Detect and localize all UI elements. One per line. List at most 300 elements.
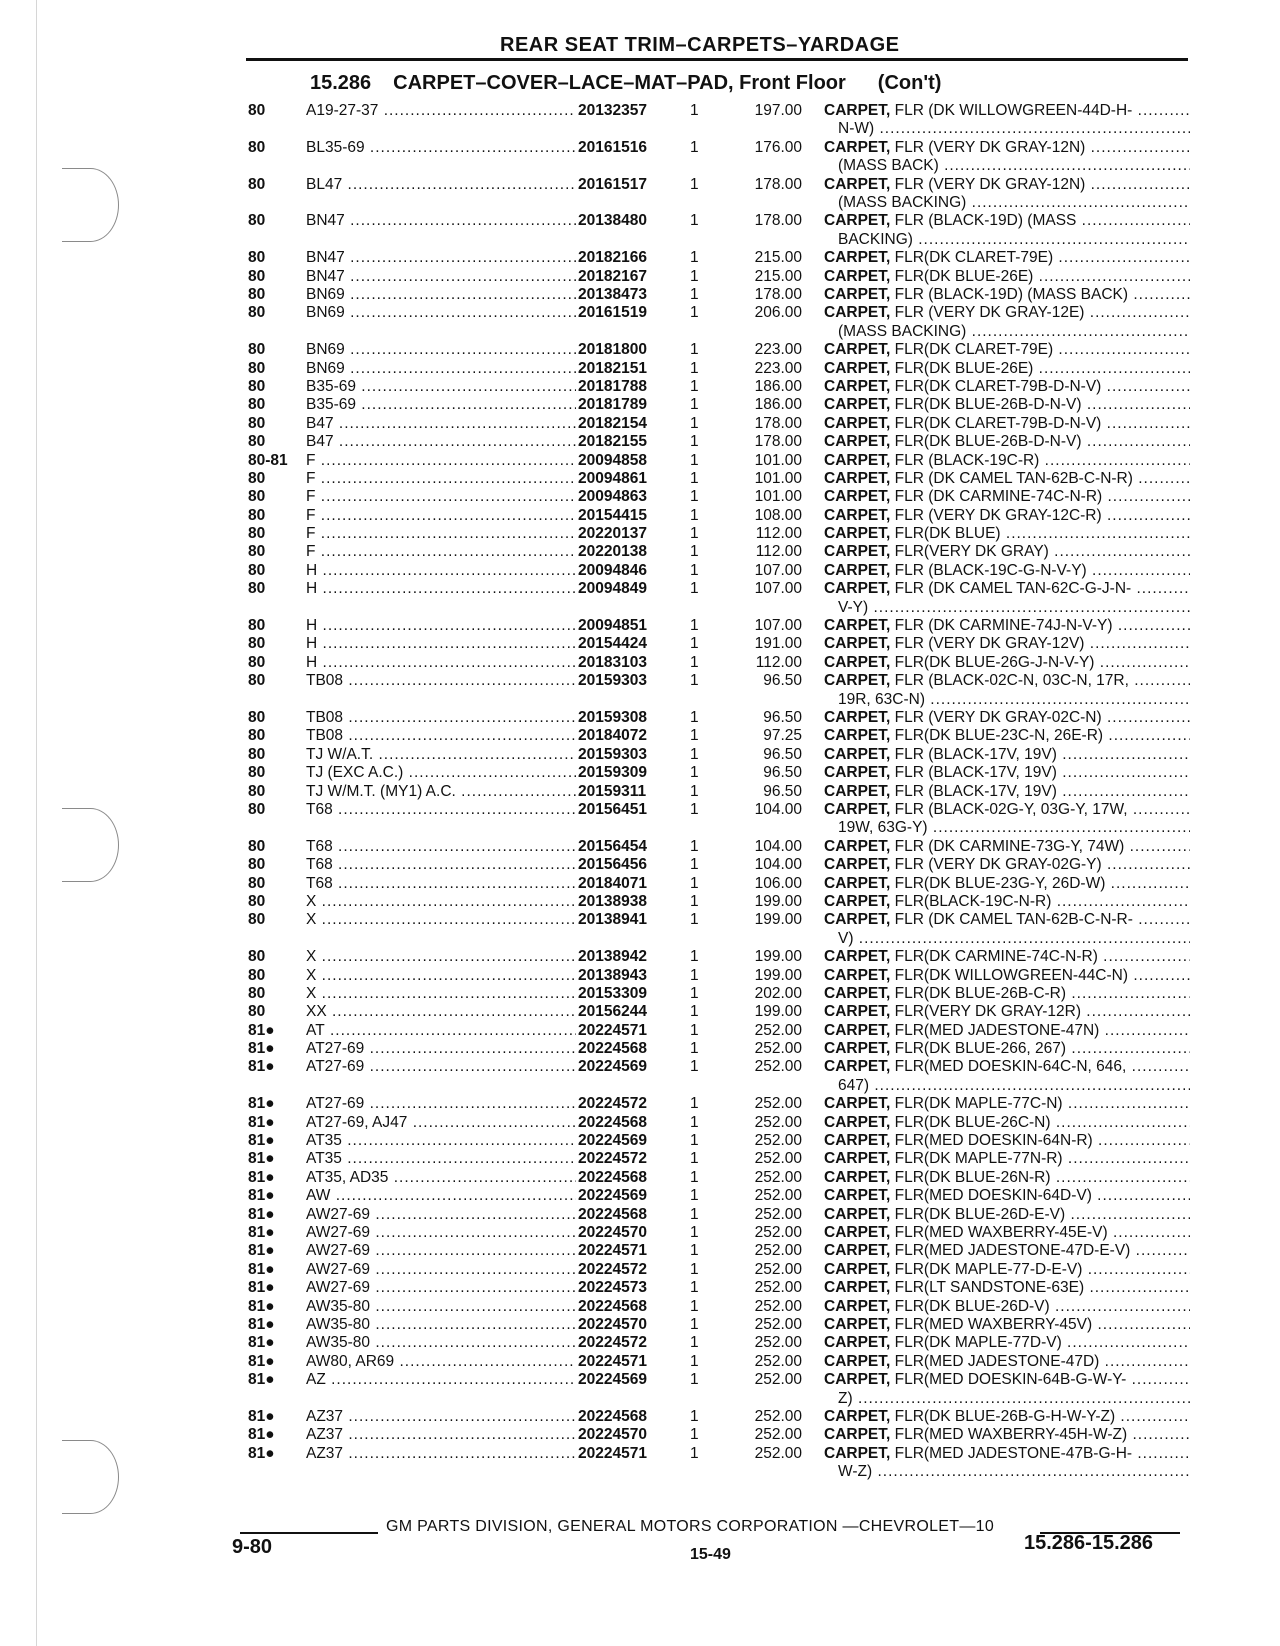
year-cell: 81● bbox=[248, 1334, 275, 1352]
description-cell bbox=[824, 856, 1190, 874]
quantity-cell: 1 bbox=[690, 727, 699, 745]
quantity-cell: 1 bbox=[690, 1040, 699, 1058]
description-line bbox=[824, 783, 1190, 801]
part-number-cell: 20224568 bbox=[578, 1040, 647, 1058]
description-prefix: CARPET, bbox=[824, 745, 891, 763]
table-row bbox=[248, 1003, 1190, 1021]
description-cell bbox=[824, 1022, 1190, 1040]
punch-hole bbox=[62, 1440, 119, 1514]
price-cell: 252.00 bbox=[754, 1352, 802, 1370]
part-number-cell: 20182166 bbox=[578, 249, 647, 267]
quantity-cell: 1 bbox=[690, 1334, 699, 1352]
description-line bbox=[824, 727, 1190, 745]
description-line bbox=[824, 709, 1190, 727]
part-number-cell: 20156456 bbox=[578, 856, 647, 874]
price-cell: 252.00 bbox=[754, 1058, 802, 1076]
description-prefix: CARPET, bbox=[824, 304, 891, 322]
description-cell bbox=[824, 488, 1190, 506]
table-row bbox=[248, 562, 1190, 580]
description-text: FLR(DK BLUE-26B-D-N-V) bbox=[894, 396, 1082, 414]
description-line bbox=[824, 470, 1190, 488]
part-number-cell: 20224573 bbox=[578, 1279, 647, 1297]
quantity-cell: 1 bbox=[690, 800, 699, 818]
description-cell bbox=[824, 1371, 1190, 1408]
description-cell bbox=[824, 911, 1190, 948]
section-number: 15.286 bbox=[310, 72, 372, 94]
description-text: FLR(DK BLUE-26D-V) bbox=[894, 1297, 1050, 1315]
description-prefix: CARPET, bbox=[824, 469, 891, 487]
part-number-cell: 20224570 bbox=[578, 1426, 647, 1444]
quantity-cell: 1 bbox=[690, 212, 699, 230]
description-line bbox=[824, 1371, 1190, 1389]
price-cell: 104.00 bbox=[754, 856, 802, 874]
year-cell: 80 bbox=[248, 304, 266, 322]
model-cell: AT27-69, AJ47 ..... bbox=[306, 1114, 576, 1132]
description-cell bbox=[824, 617, 1190, 635]
table-row bbox=[248, 415, 1190, 433]
description-line bbox=[824, 1150, 1190, 1168]
price-cell: 96.50 bbox=[763, 745, 802, 763]
price-cell: 107.00 bbox=[754, 617, 802, 635]
year-cell: 80 bbox=[248, 580, 266, 598]
price-cell: 96.50 bbox=[763, 672, 802, 690]
description-prefix: CARPET, bbox=[824, 1168, 891, 1186]
year-cell: 80 bbox=[248, 911, 266, 929]
quantity-cell: 1 bbox=[690, 138, 699, 156]
description-cell bbox=[824, 838, 1190, 856]
quantity-cell: 1 bbox=[690, 1279, 699, 1297]
table-row bbox=[248, 709, 1190, 727]
table-row bbox=[248, 1242, 1190, 1260]
quantity-cell: 1 bbox=[690, 580, 699, 598]
year-cell: 81● bbox=[248, 1113, 275, 1131]
description-cell bbox=[824, 1132, 1190, 1150]
description-continuation: W-Z) ..... bbox=[824, 1463, 1190, 1481]
description-line bbox=[824, 1242, 1190, 1260]
part-number-cell: 20224572 bbox=[578, 1334, 647, 1352]
part-number-cell: 20159311 bbox=[578, 782, 647, 800]
table-row bbox=[248, 967, 1190, 985]
table-row bbox=[248, 525, 1190, 543]
description-cell bbox=[824, 709, 1190, 727]
year-cell: 80 bbox=[248, 525, 266, 543]
table-row bbox=[248, 801, 1190, 838]
price-cell: 223.00 bbox=[754, 359, 802, 377]
description-cell bbox=[824, 1426, 1190, 1444]
quantity-cell: 1 bbox=[690, 1058, 699, 1076]
year-cell: 80 bbox=[248, 1003, 266, 1021]
quantity-cell: 1 bbox=[690, 1352, 699, 1370]
part-number-cell: 20224571 bbox=[578, 1021, 647, 1039]
quantity-cell: 1 bbox=[690, 175, 699, 193]
description-text: FLR(DK BLUE-26E) bbox=[894, 267, 1034, 285]
quantity-cell: 1 bbox=[690, 1297, 699, 1315]
description-line bbox=[824, 360, 1190, 378]
description-prefix: CARPET, bbox=[824, 212, 891, 230]
part-number-cell: 20224571 bbox=[578, 1444, 647, 1462]
description-prefix: CARPET, bbox=[824, 1444, 891, 1462]
quantity-cell: 1 bbox=[690, 1260, 699, 1278]
year-cell: 81● bbox=[248, 1150, 275, 1168]
description-line bbox=[824, 176, 1190, 194]
year-cell: 80 bbox=[248, 543, 266, 561]
description-cell bbox=[824, 1353, 1190, 1371]
part-number-cell: 20159309 bbox=[578, 764, 647, 782]
price-cell: 199.00 bbox=[754, 892, 802, 910]
year-cell: 81● bbox=[248, 1279, 275, 1297]
description-line bbox=[824, 1316, 1190, 1334]
description-text: FLR(DK BLUE-26B-C-R) bbox=[894, 984, 1067, 1002]
description-text: FLR (BLACK-02C-N, 03C-N, 17R, bbox=[894, 672, 1129, 690]
description-prefix: CARPET, bbox=[824, 1095, 891, 1113]
footer-page-number: 15-49 bbox=[690, 1546, 731, 1563]
description-cell bbox=[824, 1334, 1190, 1352]
description-cell bbox=[824, 635, 1190, 653]
punch-hole bbox=[62, 808, 119, 882]
quantity-cell: 1 bbox=[690, 414, 699, 432]
description-text: FLR (VERY DK GRAY-02G-Y) bbox=[894, 856, 1102, 874]
description-text: FLR(MED JADESTONE-47B-G-H- bbox=[894, 1444, 1133, 1462]
description-text: FLR (DK CAMEL TAN-62B-C-N-R- bbox=[894, 911, 1133, 929]
model-cell: AT35 ..... bbox=[306, 1150, 576, 1168]
description-text: FLR(DK MAPLE-77-D-E-V) bbox=[894, 1260, 1083, 1278]
description-cell bbox=[824, 1187, 1190, 1205]
description-text: FLR(DK BLUE-26N-R) bbox=[894, 1168, 1051, 1186]
description-continuation: 19W, 63G-Y) ..... bbox=[824, 819, 1190, 837]
binder-edge-line bbox=[36, 0, 37, 1646]
description-continuation: (MASS BACKING) ..... bbox=[824, 194, 1190, 212]
description-cell bbox=[824, 1242, 1190, 1260]
description-text: FLR (VERY DK GRAY-12C-R) bbox=[894, 506, 1102, 524]
description-line bbox=[824, 488, 1190, 506]
model-cell: T68 ..... bbox=[306, 801, 576, 819]
description-text: FLR (BLACK-17V, 19V) bbox=[894, 782, 1057, 800]
description-text: FLR(MED JADESTONE-47N) bbox=[894, 1021, 1100, 1039]
price-cell: 215.00 bbox=[754, 267, 802, 285]
price-cell: 101.00 bbox=[754, 469, 802, 487]
description-line bbox=[824, 1169, 1190, 1187]
year-cell: 80 bbox=[248, 396, 266, 414]
model-cell: AW35-80 ..... bbox=[306, 1334, 576, 1352]
model-cell: AT35, AD35 ..... bbox=[306, 1169, 576, 1187]
description-text: FLR(DK BLUE-23G-Y, 26D-W) bbox=[894, 874, 1106, 892]
description-text: FLR (BLACK-19D) (MASS bbox=[894, 212, 1077, 230]
table-row bbox=[248, 543, 1190, 561]
description-prefix: CARPET, bbox=[824, 1407, 891, 1425]
year-cell: 80 bbox=[248, 506, 266, 524]
description-line bbox=[824, 1003, 1190, 1021]
quantity-cell: 1 bbox=[690, 1132, 699, 1150]
part-number-cell: 20181788 bbox=[578, 377, 647, 395]
description-text: FLR(MED WAXBERRY-45V) bbox=[894, 1315, 1093, 1333]
description-line bbox=[824, 1206, 1190, 1224]
model-cell: BL35-69 ..... bbox=[306, 139, 576, 157]
price-cell: 252.00 bbox=[754, 1242, 802, 1260]
model-cell: B35-69 ..... bbox=[306, 378, 576, 396]
description-line bbox=[824, 801, 1190, 819]
quantity-cell: 1 bbox=[690, 396, 699, 414]
price-cell: 112.00 bbox=[755, 653, 802, 671]
description-text: FLR (VERY DK GRAY-12N) bbox=[894, 175, 1086, 193]
part-number-cell: 20224570 bbox=[578, 1315, 647, 1333]
description-text: FLR(DK CLARET-79B-D-N-V) bbox=[894, 414, 1102, 432]
price-cell: 112.00 bbox=[755, 543, 802, 561]
section-title: CARPET–COVER–LACE–MAT–PAD, Front Floor bbox=[393, 72, 846, 94]
description-prefix: CARPET, bbox=[824, 709, 891, 726]
price-cell: 215.00 bbox=[754, 249, 802, 267]
quantity-cell: 1 bbox=[690, 359, 699, 377]
description-cell bbox=[824, 985, 1190, 1003]
description-text: FLR(DK CLARET-79E) bbox=[894, 341, 1054, 359]
model-cell: TJ W/M.T. (MY1) A.C. ..... bbox=[306, 783, 576, 801]
description-text: FLR(DK CLARET-79E) bbox=[894, 249, 1054, 267]
year-cell: 80 bbox=[248, 653, 266, 671]
description-prefix: CARPET, bbox=[824, 414, 891, 432]
description-prefix: CARPET, bbox=[824, 800, 891, 818]
description-line bbox=[824, 1426, 1190, 1444]
description-cell bbox=[824, 1298, 1190, 1316]
description-continuation: 647) ..... bbox=[824, 1077, 1190, 1095]
model-cell: B47 ..... bbox=[306, 415, 576, 433]
model-cell: TJ (EXC A.C.) ..... bbox=[306, 764, 576, 782]
description-prefix: CARPET, bbox=[824, 341, 891, 359]
description-cell bbox=[824, 875, 1190, 893]
description-cell bbox=[824, 433, 1190, 451]
description-text: FLR (DK WILLOWGREEN-44D-H- bbox=[894, 102, 1133, 119]
description-line bbox=[824, 1334, 1190, 1352]
year-cell: 80 bbox=[248, 709, 266, 726]
description-line bbox=[824, 286, 1190, 304]
description-line bbox=[824, 1040, 1190, 1058]
description-line bbox=[824, 1224, 1190, 1242]
quantity-cell: 1 bbox=[690, 102, 699, 119]
description-text: FLR(DK BLUE-26D-E-V) bbox=[894, 1205, 1066, 1223]
description-prefix: CARPET, bbox=[824, 285, 891, 303]
description-text: FLR(DK MAPLE-77N-R) bbox=[894, 1150, 1063, 1168]
price-cell: 96.50 bbox=[763, 764, 802, 782]
year-cell: 81● bbox=[248, 1132, 275, 1150]
description-line bbox=[824, 341, 1190, 359]
quantity-cell: 1 bbox=[690, 1205, 699, 1223]
description-line bbox=[824, 212, 1190, 230]
description-cell bbox=[824, 470, 1190, 488]
part-number-cell: 20094858 bbox=[578, 451, 647, 469]
price-cell: 199.00 bbox=[754, 911, 802, 929]
description-continuation: Z) ..... bbox=[824, 1390, 1190, 1408]
description-cell bbox=[824, 102, 1190, 139]
model-cell: T68 ..... bbox=[306, 856, 576, 874]
price-cell: 96.50 bbox=[763, 709, 802, 726]
price-cell: 223.00 bbox=[754, 341, 802, 359]
description-line bbox=[824, 911, 1190, 929]
model-cell: F ..... bbox=[306, 452, 576, 470]
part-number-cell: 20224572 bbox=[578, 1095, 647, 1113]
price-cell: 199.00 bbox=[754, 948, 802, 966]
table-row bbox=[248, 911, 1190, 948]
part-number-cell: 20132357 bbox=[578, 102, 647, 119]
description-text: FLR(DK BLUE-26E) bbox=[894, 359, 1034, 377]
part-number-cell: 20224568 bbox=[578, 1407, 647, 1425]
price-cell: 107.00 bbox=[754, 580, 802, 598]
model-cell: AW27-69 ..... bbox=[306, 1206, 576, 1224]
table-row bbox=[248, 360, 1190, 378]
table-row bbox=[248, 1169, 1190, 1187]
price-cell: 252.00 bbox=[754, 1187, 802, 1205]
price-cell: 252.00 bbox=[754, 1334, 802, 1352]
description-prefix: CARPET, bbox=[824, 175, 891, 193]
description-cell bbox=[824, 1040, 1190, 1058]
model-cell: F ..... bbox=[306, 543, 576, 561]
description-text: FLR(DK CARMINE-74C-N-R) bbox=[894, 948, 1098, 966]
price-cell: 252.00 bbox=[754, 1260, 802, 1278]
description-line bbox=[824, 893, 1190, 911]
description-text: FLR(DK BLUE-26C-N) bbox=[894, 1113, 1051, 1131]
quantity-cell: 1 bbox=[690, 635, 699, 653]
part-number-cell: 20138942 bbox=[578, 948, 647, 966]
description-prefix: CARPET, bbox=[824, 580, 891, 598]
model-cell: F ..... bbox=[306, 488, 576, 506]
description-text: FLR (BLACK-17V, 19V) bbox=[894, 764, 1057, 782]
model-cell: X ..... bbox=[306, 893, 576, 911]
price-cell: 178.00 bbox=[754, 414, 802, 432]
description-text: FLR(DK BLUE-26B-G-H-W-Y-Z) bbox=[894, 1407, 1116, 1425]
description-continuation: (MASS BACKING) ..... bbox=[824, 323, 1190, 341]
year-cell: 80 bbox=[248, 561, 266, 579]
price-cell: 252.00 bbox=[754, 1223, 802, 1241]
description-line bbox=[824, 1298, 1190, 1316]
table-row bbox=[248, 249, 1190, 267]
part-number-cell: 20224572 bbox=[578, 1260, 647, 1278]
part-number-cell: 20224568 bbox=[578, 1113, 647, 1131]
description-text: FLR(DK BLUE-26G-J-N-V-Y) bbox=[894, 653, 1095, 671]
price-cell: 176.00 bbox=[754, 138, 802, 156]
description-continuation: (MASS BACK) ..... bbox=[824, 157, 1190, 175]
part-number-cell: 20138473 bbox=[578, 285, 647, 303]
model-cell: AZ37 ..... bbox=[306, 1445, 576, 1463]
part-number-cell: 20159303 bbox=[578, 745, 647, 763]
model-cell: AW27-69 ..... bbox=[306, 1279, 576, 1297]
description-text: FLR (VERY DK GRAY-12N) bbox=[894, 138, 1086, 156]
description-cell bbox=[824, 415, 1190, 433]
model-cell: A19-27-37 ..... bbox=[306, 102, 576, 120]
quantity-cell: 1 bbox=[690, 1407, 699, 1425]
description-cell bbox=[824, 801, 1190, 838]
year-cell: 80 bbox=[248, 764, 266, 782]
description-prefix: CARPET, bbox=[824, 984, 891, 1002]
year-cell: 80 bbox=[248, 966, 266, 984]
description-cell bbox=[824, 268, 1190, 286]
part-number-cell: 20224568 bbox=[578, 1168, 647, 1186]
year-cell: 80 bbox=[248, 102, 266, 119]
quantity-cell: 1 bbox=[690, 469, 699, 487]
description-text: FLR(DK CLARET-79B-D-N-V) bbox=[894, 377, 1102, 395]
description-text: FLR(MED WAXBERRY-45H-W-Z) bbox=[894, 1426, 1128, 1444]
price-cell: 202.00 bbox=[754, 984, 802, 1002]
description-cell bbox=[824, 360, 1190, 378]
description-cell bbox=[824, 176, 1190, 213]
price-cell: 178.00 bbox=[754, 433, 802, 451]
description-prefix: CARPET, bbox=[824, 1150, 891, 1168]
description-text: FLR(MED DOESKIN-64C-N, 646, bbox=[894, 1058, 1127, 1076]
table-row bbox=[248, 304, 1190, 341]
description-prefix: CARPET, bbox=[824, 782, 891, 800]
description-cell bbox=[824, 783, 1190, 801]
description-prefix: CARPET, bbox=[824, 1426, 891, 1444]
footer-section-range: 15.286-15.286 bbox=[1024, 1532, 1154, 1554]
table-row bbox=[248, 764, 1190, 782]
description-text: FLR (VERY DK GRAY-02C-N) bbox=[894, 709, 1102, 726]
table-row bbox=[248, 433, 1190, 451]
table-row bbox=[248, 1408, 1190, 1426]
table-row bbox=[248, 1022, 1190, 1040]
part-number-cell: 20154424 bbox=[578, 635, 647, 653]
description-line bbox=[824, 617, 1190, 635]
table-row bbox=[248, 102, 1190, 139]
part-number-cell: 20184071 bbox=[578, 874, 647, 892]
description-text: FLR(DK WILLOWGREEN-44C-N) bbox=[894, 966, 1129, 984]
description-line bbox=[824, 1408, 1190, 1426]
model-cell: TB08 ..... bbox=[306, 672, 576, 690]
table-row bbox=[248, 1058, 1190, 1095]
quantity-cell: 1 bbox=[690, 377, 699, 395]
year-cell: 81● bbox=[248, 1242, 275, 1260]
table-row bbox=[248, 1040, 1190, 1058]
description-continuation: N-W) ..... bbox=[824, 120, 1190, 138]
description-cell bbox=[824, 1095, 1190, 1113]
price-cell: 252.00 bbox=[754, 1113, 802, 1131]
description-text: FLR(DK BLUE) bbox=[894, 525, 1001, 543]
description-cell bbox=[824, 654, 1190, 672]
description-text: FLR (BLACK-02G-Y, 03G-Y, 17W, bbox=[894, 800, 1128, 818]
description-prefix: CARPET, bbox=[824, 433, 891, 451]
part-number-cell: 20156451 bbox=[578, 800, 647, 818]
quantity-cell: 1 bbox=[690, 1003, 699, 1021]
table-row bbox=[248, 856, 1190, 874]
year-cell: 81● bbox=[248, 1315, 275, 1333]
description-prefix: CARPET, bbox=[824, 543, 891, 561]
quantity-cell: 1 bbox=[690, 892, 699, 910]
description-line bbox=[824, 378, 1190, 396]
year-cell: 80 bbox=[248, 341, 266, 359]
quantity-cell: 1 bbox=[690, 1426, 699, 1444]
model-cell: X ..... bbox=[306, 985, 576, 1003]
model-cell: XX ..... bbox=[306, 1003, 576, 1021]
price-cell: 252.00 bbox=[754, 1297, 802, 1315]
quantity-cell: 1 bbox=[690, 543, 699, 561]
description-prefix: CARPET, bbox=[824, 966, 891, 984]
description-line bbox=[824, 875, 1190, 893]
model-cell: AW27-69 ..... bbox=[306, 1242, 576, 1260]
description-text: FLR(DK BLUE-26B-D-N-V) bbox=[894, 433, 1082, 451]
part-number-cell: 20094846 bbox=[578, 561, 647, 579]
model-cell: TB08 ..... bbox=[306, 727, 576, 745]
part-number-cell: 20224569 bbox=[578, 1058, 647, 1076]
price-cell: 96.50 bbox=[763, 782, 802, 800]
table-row bbox=[248, 268, 1190, 286]
part-number-cell: 20182155 bbox=[578, 433, 647, 451]
description-prefix: CARPET, bbox=[824, 1352, 891, 1370]
model-cell: BN69 ..... bbox=[306, 341, 576, 359]
year-cell: 81● bbox=[248, 1205, 275, 1223]
year-cell: 80 bbox=[248, 285, 266, 303]
table-row bbox=[248, 286, 1190, 304]
description-cell bbox=[824, 1316, 1190, 1334]
quantity-cell: 1 bbox=[690, 451, 699, 469]
quantity-cell: 1 bbox=[690, 1242, 699, 1260]
year-cell: 80 bbox=[248, 948, 266, 966]
price-cell: 106.00 bbox=[754, 874, 802, 892]
price-cell: 252.00 bbox=[754, 1040, 802, 1058]
